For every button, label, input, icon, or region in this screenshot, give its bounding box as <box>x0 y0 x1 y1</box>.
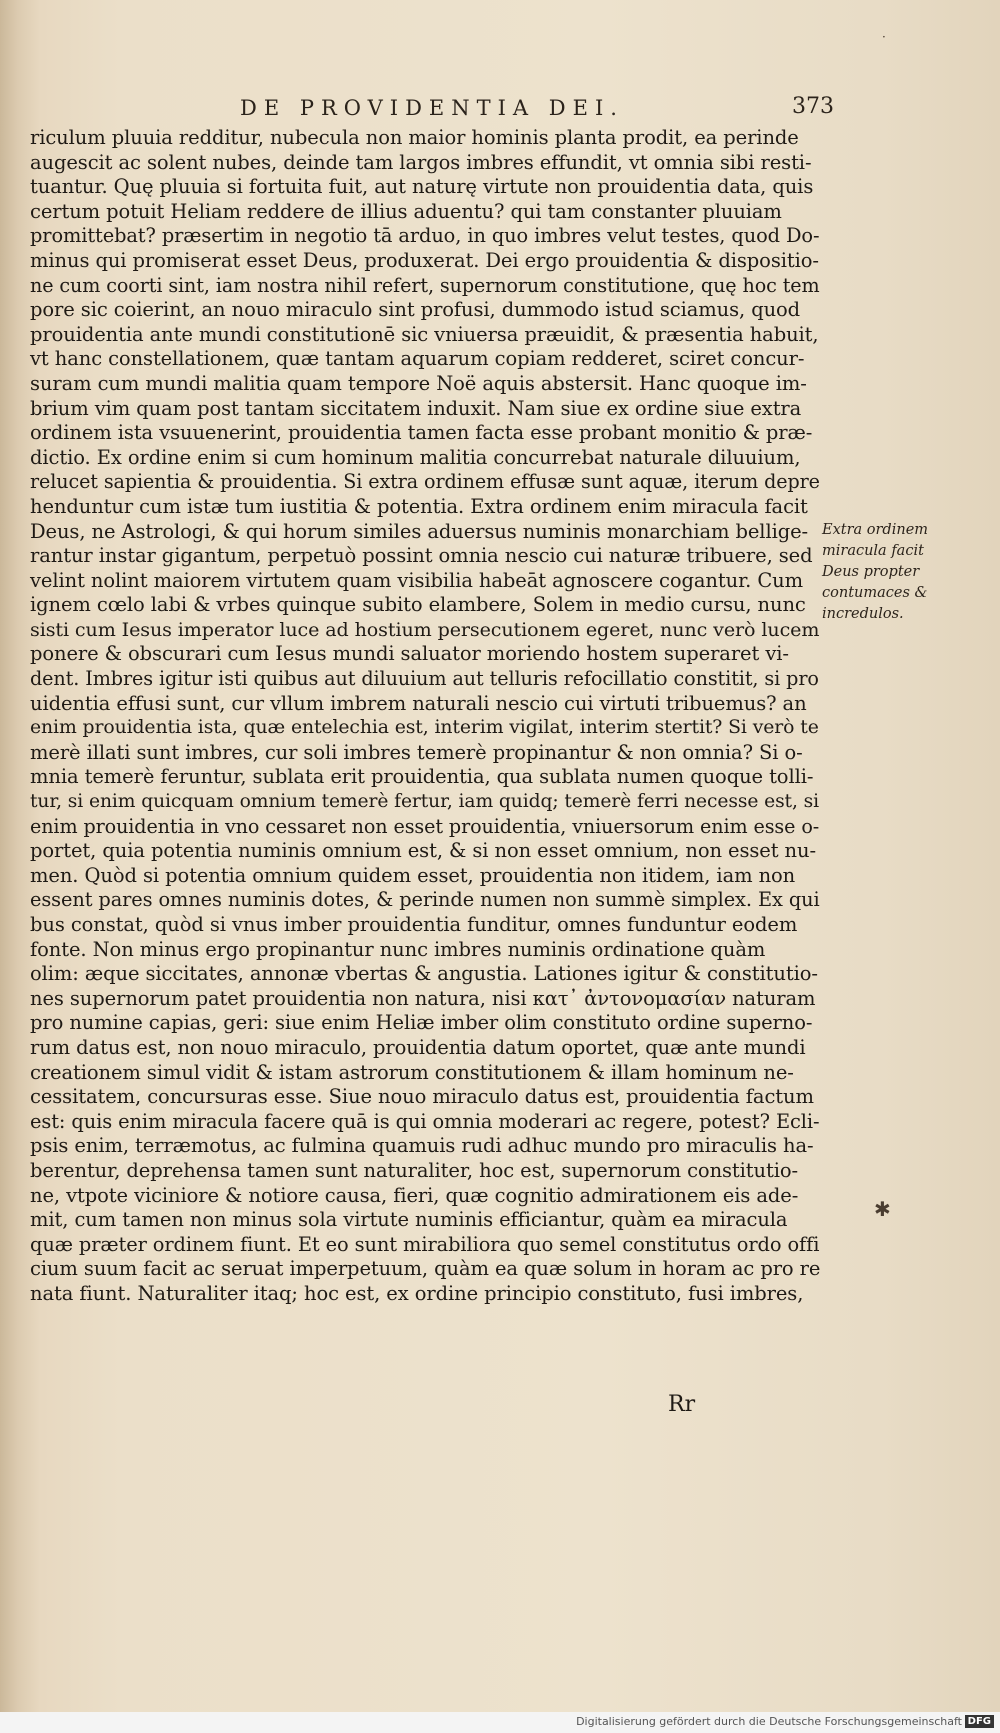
text-line: ordinem ista vsuuenerint, prouidentia tamen facta esse probant monitio & præ- <box>30 421 813 445</box>
dfg-logo: DFG <box>965 1715 994 1728</box>
text-line: prouidentia ante mundi constitutionē sic vniuersa præuidit, & præsentia habuit, <box>30 322 819 346</box>
text-line: fonte. Non minus ergo propinantur nunc imbres numinis ordinatione quàm <box>30 937 766 961</box>
text-line: enim prouidentia ista, quæ entelechia est, interim vigilat, interim stertit? Si verò te <box>30 717 819 739</box>
funding-credit: Digitalisierung gefördert durch die Deutsche Forschungsgemeinschaft <box>576 1715 962 1728</box>
footer-bar <box>0 1712 1000 1733</box>
text-line: bus constat, quòd si vnus imber prouidentia funditur, omnes funduntur eodem <box>30 913 798 936</box>
text-line: velint nolint maiorem virtutem quam visibilia habeāt agnoscere cogantur. Cum <box>30 568 804 592</box>
text-line: rantur instar gigantum, perpetuò possint omnia nescio cui naturæ tribuere, sed <box>30 544 813 568</box>
text-line: minus qui promiserat esset Deus, produxerat. Dei ergo prouidentia & dispositio- <box>30 248 819 272</box>
body-text <box>30 126 820 1307</box>
signature-mark: Rr <box>668 1392 696 1417</box>
margin-note-line: contumaces & <box>822 585 928 601</box>
text-line: cium suum facit ac seruat imperpetuum, quàm ea quæ solum in horam ac pro re <box>30 1257 821 1281</box>
text-line: henduntur cum istæ tum iustitia & potentia. Extra ordinem enim miracula facit <box>30 494 808 518</box>
text-line: mit, cum tamen non minus sola virtute numinis efficiantur, quàm ea miracula <box>30 1208 788 1232</box>
margin-note-line: Extra ordinem <box>822 522 929 538</box>
text-line: olim: æque siccitates, annonæ vbertas & angustia. Lationes igitur & constitutio- <box>30 962 818 986</box>
text-line: tur, si enim quicquam omnium temerè fertur, iam quidq; temerè ferri necesse est, si <box>30 791 820 813</box>
text-line: cessitatem, concursuras esse. Siue nouo miraculo datus est, prouidentia factum <box>30 1085 814 1109</box>
text-line: quæ præter ordinem fiunt. Et eo sunt mirabiliora quo semel constitutus ordo offi <box>30 1232 820 1256</box>
text-line: pore sic coierint, an nouo miraculo sint profusi, dummodo istud sciamus, quod <box>30 298 801 322</box>
text-line: dent. Imbres igitur isti quibus aut diluuium aut telluris refocillatio constitit, si pro <box>30 667 819 691</box>
text-line: ignem cœlo labi & vrbes quinque subito elambere, Solem in medio cursu, nunc <box>30 593 806 617</box>
text-line: portet, quia potentia numinis omnium est, & si non esset omnium, non esset nu- <box>30 839 816 863</box>
margin-note-line: miracula facit <box>822 543 924 559</box>
text-line: uidentia effusi sunt, cur vllum imbrem naturali nescio cui virtuti tribuemus? an <box>30 691 807 715</box>
text-line: merè illati sunt imbres, cur soli imbres temerè propinantur & non omnia? Si o- <box>30 740 803 764</box>
text-line: mnia temerè feruntur, sublata erit prouidentia, qua sublata numen quoque tolli- <box>30 765 814 789</box>
text-line: riculum pluuia redditur, nubecula non maior hominis planta prodit, ea perinde <box>30 126 799 149</box>
text-line: nata fiunt. Naturaliter itaq; hoc est, ex ordine principio constituto, fusi imbres, <box>30 1281 804 1305</box>
running-head: DE PROVIDENTIA DEI. <box>240 96 624 120</box>
text-line: ponere & obscurari cum Iesus mundi saluator moriendo hostem superaret vi- <box>30 642 789 666</box>
text-line: certum potuit Heliam reddere de illius aduentu? qui tam constanter pluuiam <box>30 199 782 223</box>
text-line: suram cum mundi malitia quam tempore Noë aquis abstersit. Hanc quoque im- <box>30 371 807 395</box>
text-line: promittebat? præsertim in negotio tā arduo, in quo imbres velut testes, quod Do- <box>30 224 820 248</box>
text-line: creationem simul vidit & istam astrorum constitutionem & illam hominum ne- <box>30 1060 794 1084</box>
text-line: est: quis enim miracula facere quā is qui omnia moderari ac regere, potest? Ecli- <box>30 1109 820 1133</box>
text-line: relucet sapientia & prouidentia. Si extra ordinem effusæ sunt aquæ, iterum depre <box>30 470 820 494</box>
text-line: berentur, deprehensa tamen sunt naturaliter, hoc est, supernorum constitutio- <box>30 1158 799 1182</box>
text-line: augescit ac solent nubes, deinde tam largos imbres effundit, vt omnia sibi resti- <box>30 150 812 174</box>
text-line: sisti cum Iesus imperator luce ad hostium persecutionem egeret, nunc verò lucem <box>30 617 820 641</box>
text-line: tuantur. Quę pluuia si fortuita fuit, aut naturę virtute non prouidentia data, quis <box>30 175 814 199</box>
margin-note <box>822 520 982 625</box>
margin-note-line: incredulos. <box>822 606 904 622</box>
asterisk-mark-icon: ✱ <box>874 1197 891 1221</box>
page-number: 373 <box>792 94 834 119</box>
text-line: essent pares omnes numinis dotes, & perinde numen non summè simplex. Ex qui <box>30 888 820 912</box>
margin-dot: · <box>882 30 886 44</box>
margin-note-line: Deus propter <box>822 564 920 580</box>
text-line: pro numine capias, geri: siue enim Heliæ imber olim constituto ordine superno- <box>30 1011 813 1035</box>
text-line: men. Quòd si potentia omnium quidem esset, prouidentia non itidem, iam non <box>30 863 796 887</box>
text-line: Deus, ne Astrologi, & qui horum similes aduersus numinis monarchiam bellige- <box>30 519 809 543</box>
text-line: rum datus est, non nouo miraculo, prouidentia datum oportet, quæ ante mundi <box>30 1035 806 1059</box>
text-line: brium vim quam post tantam siccitatem induxit. Nam siue ex ordine siue extra <box>30 396 802 420</box>
text-line: nes supernorum patet prouidentia non natura, nisi κατ᾽ ἀντονομασίαν naturam <box>30 986 816 1010</box>
text-line: psis enim, terræmotus, ac fulmina quamuis rudi adhuc mundo pro miraculis ha- <box>30 1134 814 1158</box>
text-line: ne, vtpote viciniore & notiore causa, fieri, quæ cognitio admirationem eis ade- <box>30 1183 799 1207</box>
text-line: vt hanc constellationem, quæ tantam aquarum copiam redderet, sciret concur- <box>30 347 805 371</box>
text-line: enim prouidentia in vno cessaret non esset prouidentia, vniuersorum enim esse o- <box>30 814 820 838</box>
text-line: ne cum coorti sint, iam nostra nihil refert, supernorum constitutione, quę hoc tem <box>30 273 820 297</box>
text-line: dictio. Ex ordine enim si cum hominum malitia concurrebat naturale diluuium, <box>30 445 801 469</box>
